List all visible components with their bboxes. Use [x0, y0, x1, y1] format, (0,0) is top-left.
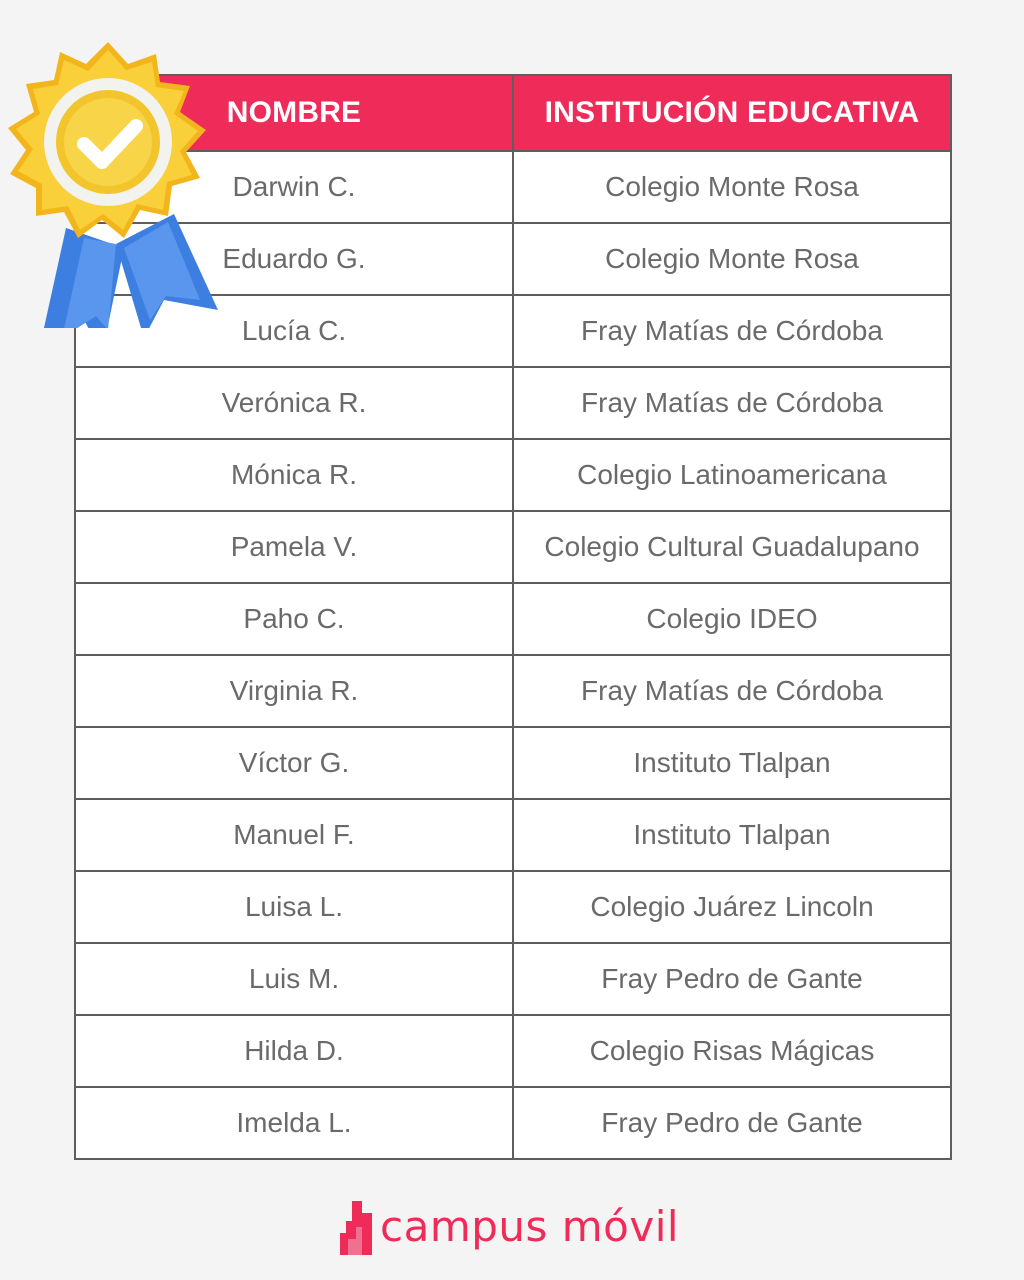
award-badge-checkmark-icon	[4, 38, 220, 328]
campus-movil-logo	[338, 1196, 679, 1256]
cell-nombre: Verónica R.	[75, 367, 513, 439]
cell-nombre: Virginia R.	[75, 655, 513, 727]
cell-institucion: Fray Pedro de Gante	[513, 943, 951, 1015]
table-row	[75, 511, 951, 583]
table-row	[75, 799, 951, 871]
table-row	[75, 1087, 951, 1159]
header-nombre: NOMBRE	[75, 75, 513, 151]
cell-institucion: Colegio Monte Rosa	[513, 223, 951, 295]
cell-nombre: Eduardo G.	[75, 223, 513, 295]
cell-nombre: Lucía C.	[75, 295, 513, 367]
table-row	[75, 727, 951, 799]
brand-name: campus móvil	[380, 1201, 680, 1251]
cell-institucion: Colegio Risas Mágicas	[513, 1015, 951, 1087]
cell-nombre: Paho C.	[75, 583, 513, 655]
cell-institucion: Colegio Cultural Guadalupano	[513, 511, 951, 583]
cell-institucion: Instituto Tlalpan	[513, 727, 951, 799]
table-row	[75, 439, 951, 511]
cell-nombre: Luis M.	[75, 943, 513, 1015]
cell-nombre: Manuel F.	[75, 799, 513, 871]
cell-nombre: Darwin C.	[75, 151, 513, 223]
cell-nombre: Imelda L.	[75, 1087, 513, 1159]
campus-movil-logo-icon	[338, 1197, 374, 1255]
cell-institucion: Colegio IDEO	[513, 583, 951, 655]
cell-nombre: Pamela V.	[75, 511, 513, 583]
cell-institucion: Fray Pedro de Gante	[513, 1087, 951, 1159]
table-row	[75, 871, 951, 943]
cell-institucion: Fray Matías de Córdoba	[513, 295, 951, 367]
cell-nombre: Víctor G.	[75, 727, 513, 799]
table-row	[75, 367, 951, 439]
header-institucion: INSTITUCIÓN EDUCATIVA	[513, 75, 951, 151]
table-row	[75, 655, 951, 727]
table-row	[75, 1015, 951, 1087]
cell-institucion: Fray Matías de Córdoba	[513, 367, 951, 439]
table-row	[75, 943, 951, 1015]
cell-institucion: Colegio Latinoamericana	[513, 439, 951, 511]
cell-institucion: Colegio Monte Rosa	[513, 151, 951, 223]
cell-nombre: Mónica R.	[75, 439, 513, 511]
table-row	[75, 583, 951, 655]
cell-nombre: Hilda D.	[75, 1015, 513, 1087]
cell-nombre: Luisa L.	[75, 871, 513, 943]
cell-institucion: Instituto Tlalpan	[513, 799, 951, 871]
cell-institucion: Fray Matías de Córdoba	[513, 655, 951, 727]
cell-institucion: Colegio Juárez Lincoln	[513, 871, 951, 943]
